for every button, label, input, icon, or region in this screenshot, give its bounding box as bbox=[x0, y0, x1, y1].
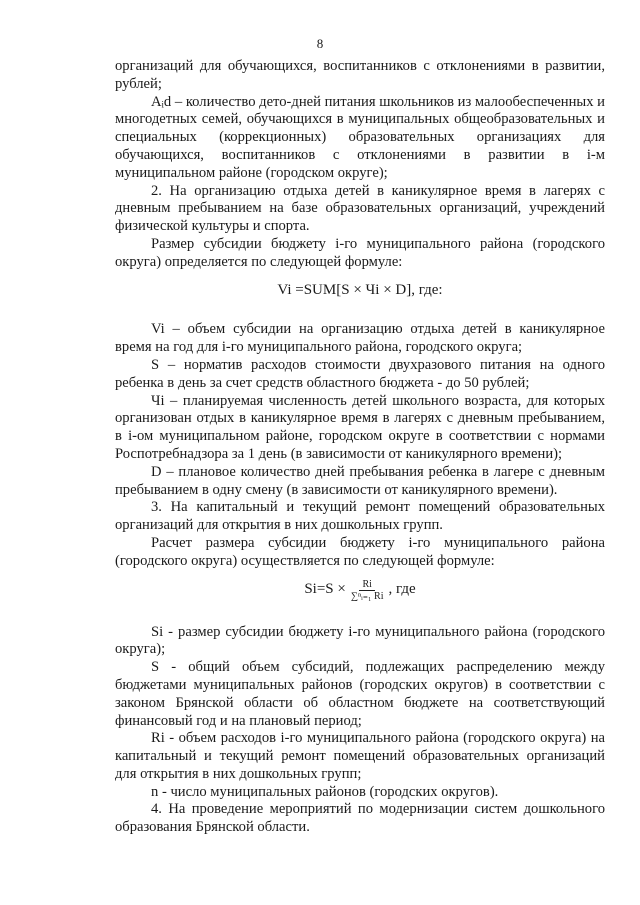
paragraph-ri-definition: Ri - объем расходов i-го муниципального района (городского округа) на капитальный и текущий ремонт помещений образовательных организаций для открытия в них дошкольных групп; bbox=[115, 730, 605, 782]
paragraph-item-3: 3. На капитальный и текущий ремонт помещений образовательных организаций для открытия в них дошкольных групп. bbox=[115, 499, 605, 534]
formula-si-tail: , где bbox=[388, 581, 416, 598]
paragraph-s-total-definition: S - общий объем субсидий, подлежащих распределению между бюджетами муниципальных районов (городских округов) в соответствии с законом Брянской области об областном бюджете на соответствующий финансовый год и на плановый период; bbox=[115, 659, 605, 729]
formula-si-numerator: Ri bbox=[359, 579, 374, 591]
formula-si bbox=[115, 579, 605, 602]
formula-si-fraction bbox=[348, 579, 387, 602]
paragraph-chi-definition: Чi – планируемая численность детей школьного возраста, для которых организован отдых в каникулярное время в лагерях с дневным пребыванием, в i-ом муниципальном районе, городском округе в соответствии с нормами Роспотребнадзора за 1 день (в зависимости от каникулярного времени); bbox=[115, 392, 605, 462]
paragraph-n-definition: n - число муниципальных районов (городских округов). bbox=[151, 783, 499, 800]
paragraph-item-2: 2. На организацию отдыха детей в каникулярное время в лагерях с дневным пребыванием на базе образовательных организаций, учреждений физической культуры и спорта. bbox=[115, 182, 605, 235]
formula-si-lhs: Si=S × bbox=[304, 581, 346, 598]
paragraph-si-definition: Si - размер субсидии бюджету i-го муниципального района (городского округа); bbox=[115, 623, 605, 658]
formula-vi: Vi =SUM[S × Чi × D], где: bbox=[277, 281, 443, 298]
paragraph-subsidy-size-intro: Размер субсидии бюджету i-го муниципального района (городского округа) определяется по следующей формуле: bbox=[115, 235, 605, 270]
paragraph-continuation: организаций для обучающихся, воспитанников с отклонениями в развитии, рублей; bbox=[115, 58, 605, 92]
paragraph-vi-definition: Vi – объем субсидии на организацию отдыха детей в каникулярное время на год для i-го муниципального района, городского округа; bbox=[115, 321, 605, 356]
paragraph-item-4: 4. На проведение мероприятий по модернизации систем дошкольного образования Брянской области. bbox=[115, 801, 605, 836]
page-number: 8 bbox=[316, 36, 324, 51]
document-body bbox=[115, 58, 605, 837]
formula-si-denominator: ∑ⁿᵢ₌₁ Ri bbox=[350, 590, 384, 602]
paragraph-calculation-intro: Расчет размера субсидии бюджету i-го муниципального района (городского округа) осуществляется по следующей формуле: bbox=[115, 534, 605, 569]
paragraph-aid-definition: Aᵢd – количество дето-дней питания школьников из малообеспеченных и многодетных семей, обучающихся в муниципальных общеобразовательных и специальных (коррекционных) образовательных организациях для обучающихся, воспитанников с отклонениями в развитии в i-м муниципальном районе (городском округе); bbox=[115, 93, 605, 181]
paragraph-d-definition: D – плановое количество дней пребывания ребенка в лагере с дневным пребыванием в одну смену (в зависимости от каникулярного времени). bbox=[115, 463, 605, 498]
paragraph-s-norm-definition: S – норматив расходов стоимости двухразового питания на одного ребенка в день за счет средств областного бюджета - до 50 рублей; bbox=[115, 356, 605, 391]
